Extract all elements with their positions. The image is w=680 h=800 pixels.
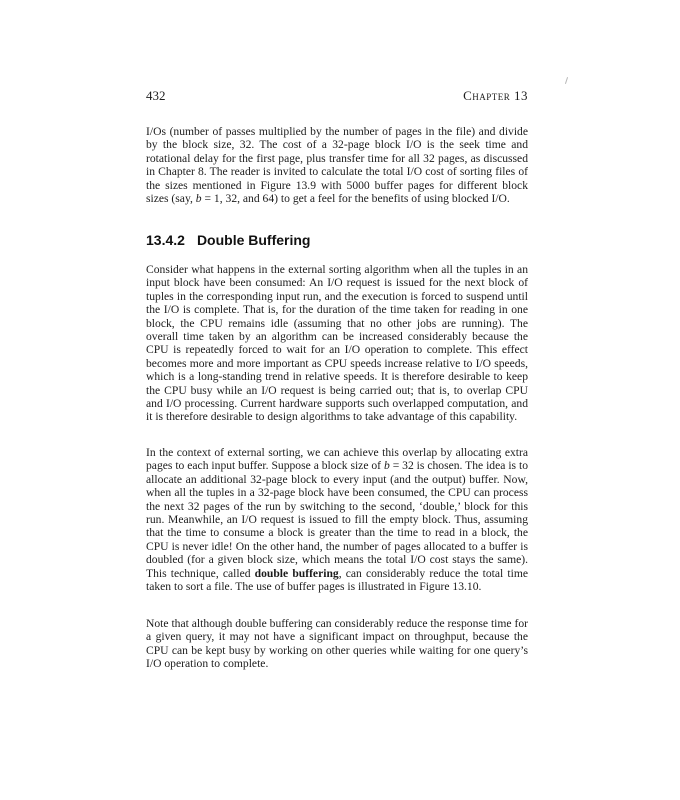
section-title: Double Buffering <box>196 232 311 248</box>
paragraph-blocked-io <box>146 125 528 205</box>
paragraph-double-buffering <box>146 446 528 593</box>
stray-pen-mark <box>565 77 568 84</box>
variable-b: b <box>383 459 390 473</box>
paragraph-blocked-io-text: I/Os (number of passes multiplied by the number of pages in the file) and divide by the block size, 32. The cost of a 32-page block I/O is the seek time and rotational delay for the first page, plus transfer time for all 32 pages, as discussed in Chapter 8. The reader is invited to calculate the total I/O cost of sorting files of the sizes mentioned in Figure 13.9 with 5000 buffer pages for different block sizes (say, <box>146 125 528 206</box>
running-head: Chapter 13 <box>463 88 528 103</box>
paragraph-blocked-io-tail: = 1, 32, and 64) to get a feel for the benefits of using blocked I/O. <box>201 192 510 206</box>
variable-b: b <box>195 192 202 206</box>
section-number: 13.4.2 <box>146 232 185 248</box>
section-heading <box>146 232 310 248</box>
paragraph-double-buffering-middle: = 32 is chosen. The idea is to allocate an additional 32-page block to every input (and the output) buffer. Now, when all the tuples in a 32-page block have been consumed, the CPU can process the next 32 pages of the run by switching to the second, ‘double,’ block for this run. Meanwhile, an I/O request is issued to fill the empty block. Thus, assuming that the time to consume a block is greater than the time to read in a block, the CPU is never idle! On the other hand, the number of pages allocated to a buffer is doubled (for a given block size, which means the total I/O cost stays the same). This technique, called <box>146 459 528 580</box>
page-header <box>146 88 528 106</box>
paragraph-throughput-note: Note that although double buffering can considerably reduce the response time for a given query, it may not have a significant impact on throughput, because the CPU can be kept busy by working on other queries while waiting for one query’s I/O operation to complete. <box>146 617 528 671</box>
paragraph-double-buffering-text: In the context of external sorting, we can achieve this overlap by allocating extra pages to each input buffer. Suppose a block size of <box>146 446 528 473</box>
paragraph-cpu-idle: Consider what happens in the external sorting algorithm when all the tuples in an input block have been consumed: An I/O request is issued for the next block of tuples in the corresponding input run, and the execution is forced to suspend until the I/O is complete. That is, for the duration of the time taken for reading in one block, the CPU remains idle (assuming that no other jobs are running). The overall time taken by an algorithm can be increased considerably because the CPU is repeatedly forced to wait for an I/O operation to complete. This effect becomes more and more important as CPU speeds increase relative to I/O speeds, which is a long-standing trend in relative speeds. It is therefore desirable to keep the CPU busy while an I/O request is being carried out; that is, to overlap CPU and I/O processing. Current hardware supports such overlapped computation, and it is therefore desirable to design algorithms to take advantage of this capability. <box>146 263 528 424</box>
term-double-buffering: double buffering <box>254 566 339 580</box>
page-number: 432 <box>146 88 166 103</box>
paragraph-double-buffering-tail: , can considerably reduce the total time taken to sort a file. The use of buffer pages is illustrated in Figure 13.10. <box>146 566 529 594</box>
